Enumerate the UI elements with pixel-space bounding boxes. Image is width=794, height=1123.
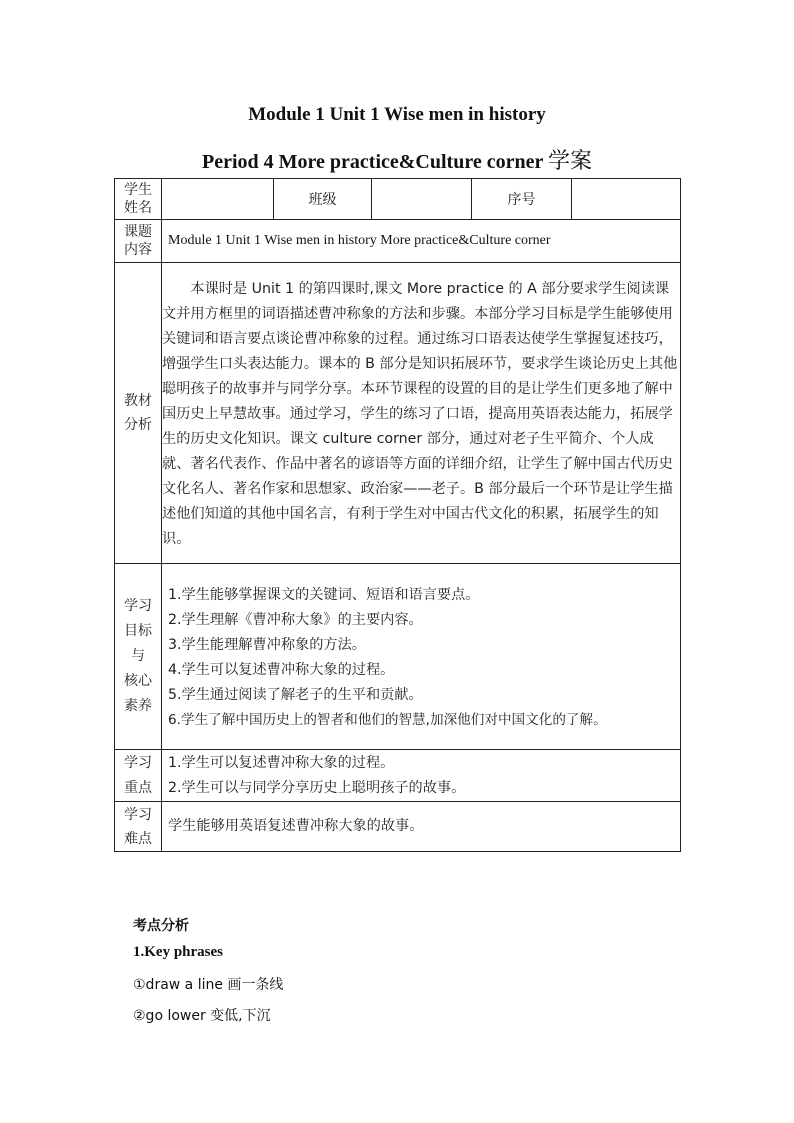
- lesson-plan-table: [114, 178, 681, 852]
- row-student-info: [115, 179, 681, 220]
- difficulty-label: 学习难点: [115, 802, 162, 852]
- key-points-list: [162, 750, 681, 802]
- class-label: 班级: [274, 179, 372, 220]
- analysis-text: 本课时是 Unit 1 的第四课时,课文 More practice 的 A 部分要求学生阅读课文并用方框里的词语描述曹冲称象的方法和步骤。本部分学习目标是学生能够使用关键词和语言要点谈论曹冲称象的过程。通过练习口语表达使学生掌握复述技巧，增强学生口头表达能力。课本的 B 部分是知识拓展环节，要求学生谈论历史上其他聪明孩子的故事并与同学分享。本环节课程的设置的目的是让学生们更多地了解中国历史上早慧故事。通过学习，学生的练习了口语，提高用英语表达能力，拓展学生的历史文化知识。课文 culture corner 部分，通过对老子生平简介、个人成就、著名代表作、作品中著名的谚语等方面的详细介绍，让学生了解中国古代历史文化名人、著名作家和思想家、政治家——老子。B 部分最后一个环节是让学生描述他们知道的其他中国名言，有利于学生对中国古代文化的积累，拓展学生的知识。: [162, 263, 681, 564]
- row-key-points: [115, 750, 681, 802]
- row-goals: [115, 564, 681, 750]
- exam-points-title: 考点分析: [133, 918, 189, 934]
- topic-value: Module 1 Unit 1 Wise men in history More practice&Culture corner: [162, 220, 681, 263]
- key-point-item: 2.学生可以与同学分享历史上聪明孩子的故事。: [168, 779, 466, 796]
- student-name-label: 学生姓名: [115, 179, 162, 220]
- document-title: Module 1 Unit 1 Wise men in history: [248, 104, 546, 125]
- number-label: 序号: [472, 179, 572, 220]
- difficulty-text: 学生能够用英语复述曹冲称大象的故事。: [162, 802, 681, 852]
- row-topic: [115, 220, 681, 263]
- subtitle-cn: 学案: [547, 149, 592, 174]
- class-field[interactable]: [372, 179, 472, 220]
- goal-item: 4.学生可以复述曹冲称大象的过程。: [168, 661, 395, 678]
- row-analysis: [115, 263, 681, 564]
- subtitle-en: Period 4 More practice&Culture corner: [201, 151, 543, 173]
- goal-item: 6.学生了解中国历史上的智者和他们的智慧,加深他们对中国文化的了解。: [168, 711, 607, 728]
- key-point-item: 1.学生可以复述曹冲称大象的过程。: [168, 754, 395, 771]
- goal-item: 1.学生能够掌握课文的关键词、短语和语言要点。: [168, 586, 480, 603]
- goal-item: 5.学生通过阅读了解老子的生平和贡献。: [168, 686, 423, 703]
- goal-item: 2.学生理解《曹冲称大象》的主要内容。: [168, 611, 423, 628]
- key-phrases-heading: 1.Key phrases: [133, 944, 223, 960]
- row-difficulty: [115, 802, 681, 852]
- goals-label: 学习 目标 与 核心 素养: [115, 564, 162, 750]
- phrase-item: ①draw a line 画一条线: [133, 977, 284, 993]
- topic-label: 课题内容: [115, 220, 162, 263]
- number-field[interactable]: [572, 179, 681, 220]
- phrase-item: ②go lower 变低,下沉: [133, 1008, 271, 1024]
- key-points-label: 学习重点: [115, 750, 162, 802]
- goal-item: 3.学生能理解曹冲称象的方法。: [168, 636, 366, 653]
- analysis-label: 教材分析: [115, 263, 162, 564]
- goals-list: [162, 564, 681, 750]
- document-subtitle: [0, 144, 794, 175]
- student-name-field[interactable]: [162, 179, 274, 220]
